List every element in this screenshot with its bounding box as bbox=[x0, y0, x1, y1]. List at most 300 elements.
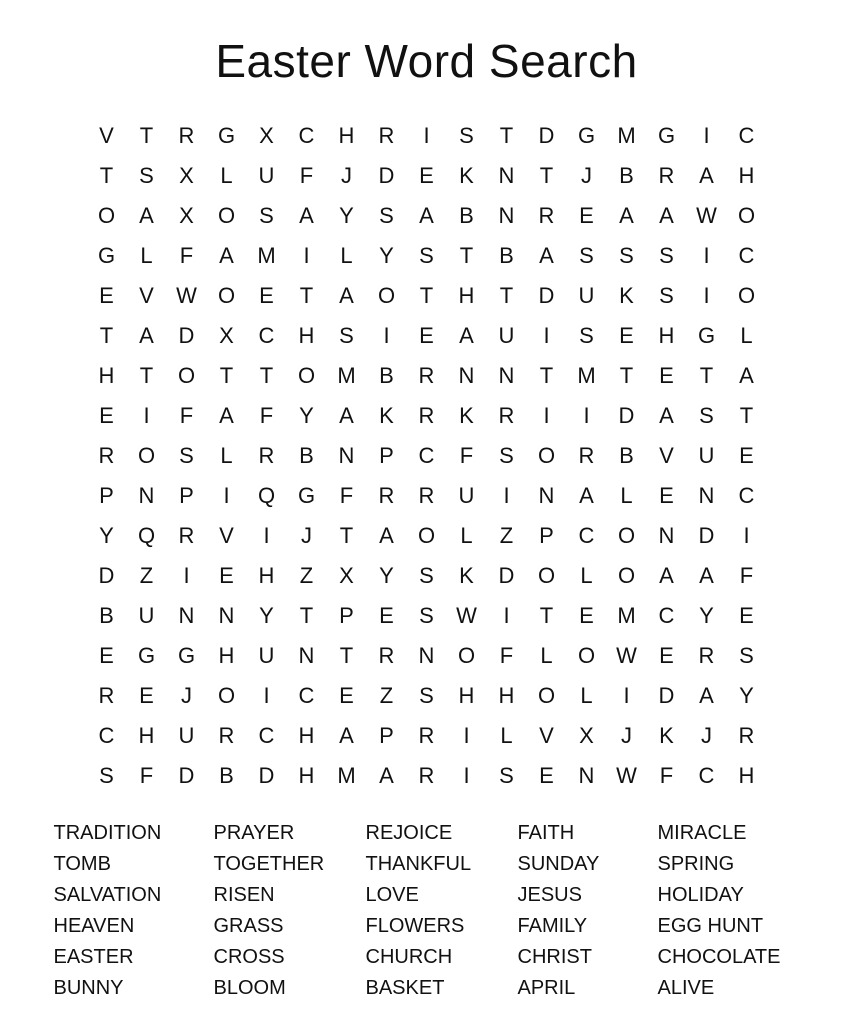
grid-cell[interactable]: R bbox=[418, 763, 435, 788]
grid-cell[interactable]: F bbox=[339, 483, 354, 508]
grid-cell[interactable]: T bbox=[339, 643, 354, 668]
grid-cell[interactable]: R bbox=[98, 443, 115, 468]
grid-cell[interactable]: I bbox=[703, 123, 710, 148]
grid-cell[interactable]: Y bbox=[379, 563, 394, 588]
grid-cell[interactable]: A bbox=[219, 403, 234, 428]
grid-cell[interactable]: G bbox=[177, 643, 196, 668]
grid-cell[interactable]: W bbox=[616, 643, 637, 668]
grid-cell[interactable]: I bbox=[303, 243, 310, 268]
grid-cell[interactable]: A bbox=[419, 203, 434, 228]
grid-cell[interactable]: W bbox=[456, 603, 477, 628]
word-list-item[interactable]: JESUS bbox=[517, 884, 582, 906]
grid-cell[interactable]: I bbox=[503, 483, 510, 508]
grid-cell[interactable]: C bbox=[698, 763, 715, 788]
grid-cell[interactable]: T bbox=[539, 603, 554, 628]
grid-cell[interactable]: S bbox=[499, 763, 514, 788]
grid-cell[interactable]: G bbox=[297, 483, 316, 508]
grid-cell[interactable]: D bbox=[698, 523, 715, 548]
grid-cell[interactable]: F bbox=[659, 763, 674, 788]
word-list-item[interactable]: THANKFUL bbox=[365, 853, 472, 875]
grid-cell[interactable]: S bbox=[579, 243, 594, 268]
grid-cell[interactable]: A bbox=[219, 243, 234, 268]
grid-cell[interactable]: S bbox=[139, 163, 154, 188]
word-list-item[interactable]: LOVE bbox=[365, 884, 419, 906]
grid-cell[interactable]: U bbox=[498, 323, 515, 348]
grid-cell[interactable]: N bbox=[218, 603, 235, 628]
grid-cell[interactable]: R bbox=[698, 643, 715, 668]
grid-cell[interactable]: H bbox=[738, 763, 755, 788]
grid-cell[interactable]: S bbox=[259, 203, 274, 228]
grid-cell[interactable]: R bbox=[258, 443, 275, 468]
grid-cell[interactable]: A bbox=[139, 203, 154, 228]
grid-cell[interactable]: J bbox=[621, 723, 632, 748]
grid-cell[interactable]: R bbox=[178, 123, 195, 148]
grid-cell[interactable]: D bbox=[538, 123, 555, 148]
grid-cell[interactable]: L bbox=[340, 243, 353, 268]
word-list-item[interactable]: EASTER bbox=[53, 946, 134, 968]
grid-cell[interactable]: Y bbox=[699, 603, 714, 628]
grid-cell[interactable]: O bbox=[137, 443, 156, 468]
grid-cell[interactable]: Z bbox=[379, 683, 394, 708]
grid-cell[interactable]: R bbox=[218, 723, 235, 748]
grid-cell[interactable]: M bbox=[617, 603, 636, 628]
grid-cell[interactable]: G bbox=[577, 123, 596, 148]
grid-cell[interactable]: D bbox=[258, 763, 275, 788]
word-list-item[interactable]: SUNDAY bbox=[517, 853, 600, 875]
grid-cell[interactable]: N bbox=[458, 363, 475, 388]
grid-cell[interactable]: A bbox=[539, 243, 554, 268]
word-list-item[interactable]: CHURCH bbox=[365, 946, 453, 968]
grid-cell[interactable]: B bbox=[299, 443, 314, 468]
grid-cell[interactable]: E bbox=[419, 163, 434, 188]
grid-cell[interactable]: T bbox=[299, 603, 314, 628]
grid-cell[interactable]: O bbox=[537, 443, 556, 468]
grid-cell[interactable]: R bbox=[378, 483, 395, 508]
grid-cell[interactable]: C bbox=[418, 443, 435, 468]
grid-cell[interactable]: P bbox=[379, 443, 394, 468]
grid-cell[interactable]: V bbox=[139, 283, 154, 308]
grid-cell[interactable]: X bbox=[179, 203, 194, 228]
grid-cell[interactable]: O bbox=[457, 643, 476, 668]
grid-cell[interactable]: I bbox=[743, 523, 750, 548]
word-list-item[interactable]: BLOOM bbox=[213, 977, 286, 999]
grid-cell[interactable]: T bbox=[259, 363, 274, 388]
grid-cell[interactable]: U bbox=[258, 643, 275, 668]
grid-cell[interactable]: H bbox=[458, 683, 475, 708]
grid-cell[interactable]: N bbox=[578, 763, 595, 788]
grid-cell[interactable]: K bbox=[379, 403, 394, 428]
grid-cell[interactable]: X bbox=[339, 563, 354, 588]
grid-cell[interactable]: X bbox=[579, 723, 594, 748]
grid-cell[interactable]: T bbox=[499, 283, 514, 308]
grid-cell[interactable]: T bbox=[219, 363, 234, 388]
grid-cell[interactable]: M bbox=[337, 763, 356, 788]
grid-cell[interactable]: S bbox=[339, 323, 354, 348]
grid-cell[interactable]: T bbox=[299, 283, 314, 308]
grid-cell[interactable]: N bbox=[138, 483, 155, 508]
grid-cell[interactable]: A bbox=[459, 323, 474, 348]
grid-cell[interactable]: I bbox=[263, 523, 270, 548]
grid-cell[interactable]: F bbox=[739, 563, 754, 588]
grid-cell[interactable]: R bbox=[178, 523, 195, 548]
word-list-item[interactable]: TRADITION bbox=[53, 822, 162, 844]
grid-cell[interactable]: D bbox=[98, 563, 115, 588]
word-list-item[interactable]: CHRIST bbox=[517, 946, 592, 968]
grid-cell[interactable]: H bbox=[298, 763, 315, 788]
grid-cell[interactable]: A bbox=[699, 163, 714, 188]
word-list-item[interactable]: SPRING bbox=[657, 853, 735, 875]
grid-cell[interactable]: H bbox=[258, 563, 275, 588]
grid-cell[interactable]: U bbox=[178, 723, 195, 748]
grid-cell[interactable]: V bbox=[99, 123, 114, 148]
grid-cell[interactable]: I bbox=[263, 683, 270, 708]
grid-cell[interactable]: F bbox=[499, 643, 514, 668]
grid-cell[interactable]: A bbox=[699, 683, 714, 708]
grid-cell[interactable]: N bbox=[498, 163, 515, 188]
grid-cell[interactable]: E bbox=[99, 283, 114, 308]
grid-cell[interactable]: E bbox=[739, 603, 754, 628]
grid-cell[interactable]: R bbox=[418, 483, 435, 508]
grid-cell[interactable]: D bbox=[178, 763, 195, 788]
grid-cell[interactable]: J bbox=[341, 163, 352, 188]
grid-cell[interactable]: S bbox=[659, 243, 674, 268]
grid-cell[interactable]: X bbox=[219, 323, 234, 348]
grid-cell[interactable]: G bbox=[217, 123, 236, 148]
grid-cell[interactable]: H bbox=[98, 363, 115, 388]
grid-cell[interactable]: C bbox=[298, 123, 315, 148]
grid-cell[interactable]: E bbox=[99, 643, 114, 668]
grid-cell[interactable]: T bbox=[339, 523, 354, 548]
grid-cell[interactable]: I bbox=[703, 283, 710, 308]
grid-cell[interactable]: D bbox=[178, 323, 195, 348]
grid-cell[interactable]: L bbox=[580, 683, 593, 708]
grid-cell[interactable]: G bbox=[97, 243, 116, 268]
grid-cell[interactable]: L bbox=[740, 323, 753, 348]
grid-cell[interactable]: M bbox=[337, 363, 356, 388]
grid-cell[interactable]: X bbox=[179, 163, 194, 188]
grid-cell[interactable]: I bbox=[623, 683, 630, 708]
grid-cell[interactable]: V bbox=[539, 723, 554, 748]
grid-cell[interactable]: S bbox=[379, 203, 394, 228]
grid-cell[interactable]: I bbox=[503, 603, 510, 628]
grid-cell[interactable]: A bbox=[379, 763, 394, 788]
grid-cell[interactable]: E bbox=[339, 683, 354, 708]
grid-cell[interactable]: O bbox=[217, 203, 236, 228]
grid-cell[interactable]: T bbox=[139, 123, 154, 148]
grid-cell[interactable]: T bbox=[459, 243, 474, 268]
grid-cell[interactable]: P bbox=[99, 483, 114, 508]
grid-cell[interactable]: I bbox=[383, 323, 390, 348]
grid-cell[interactable]: S bbox=[659, 283, 674, 308]
grid-cell[interactable]: J bbox=[581, 163, 592, 188]
grid-cell[interactable]: F bbox=[259, 403, 274, 428]
grid-cell[interactable]: R bbox=[498, 403, 515, 428]
grid-cell[interactable]: T bbox=[99, 163, 114, 188]
grid-cell[interactable]: M bbox=[577, 363, 596, 388]
grid-cell[interactable]: O bbox=[577, 643, 596, 668]
grid-cell[interactable]: I bbox=[223, 483, 230, 508]
word-list-item[interactable]: BASKET bbox=[365, 977, 445, 999]
grid-cell[interactable]: R bbox=[378, 643, 395, 668]
grid-cell[interactable]: N bbox=[498, 363, 515, 388]
grid-cell[interactable]: O bbox=[97, 203, 116, 228]
grid-cell[interactable]: S bbox=[419, 243, 434, 268]
word-list-item[interactable]: TOGETHER bbox=[213, 853, 325, 875]
word-list-item[interactable]: FAITH bbox=[517, 822, 575, 844]
grid-cell[interactable]: D bbox=[538, 283, 555, 308]
grid-cell[interactable]: O bbox=[617, 563, 636, 588]
grid-cell[interactable]: A bbox=[579, 483, 594, 508]
grid-cell[interactable]: X bbox=[259, 123, 274, 148]
grid-cell[interactable]: N bbox=[178, 603, 195, 628]
grid-cell[interactable]: S bbox=[419, 683, 434, 708]
word-list-item[interactable]: FLOWERS bbox=[365, 915, 465, 937]
grid-cell[interactable]: B bbox=[619, 163, 634, 188]
word-list-item[interactable]: CHOCOLATE bbox=[657, 946, 781, 968]
word-list-item[interactable]: HEAVEN bbox=[53, 915, 135, 937]
word-list-item[interactable]: TOMB bbox=[53, 853, 111, 875]
grid-cell[interactable]: T bbox=[619, 363, 634, 388]
grid-cell[interactable]: M bbox=[617, 123, 636, 148]
word-list-item[interactable]: RISEN bbox=[213, 884, 275, 906]
grid-cell[interactable]: S bbox=[419, 603, 434, 628]
grid-cell[interactable]: O bbox=[217, 683, 236, 708]
grid-cell[interactable]: I bbox=[183, 563, 190, 588]
grid-cell[interactable]: A bbox=[379, 523, 394, 548]
grid-cell[interactable]: C bbox=[738, 243, 755, 268]
grid-cell[interactable]: S bbox=[179, 443, 194, 468]
grid-cell[interactable]: B bbox=[619, 443, 634, 468]
grid-cell[interactable]: N bbox=[698, 483, 715, 508]
grid-cell[interactable]: Y bbox=[379, 243, 394, 268]
grid-cell[interactable]: H bbox=[498, 683, 515, 708]
grid-cell[interactable]: L bbox=[500, 723, 513, 748]
grid-cell[interactable]: N bbox=[418, 643, 435, 668]
grid-cell[interactable]: V bbox=[219, 523, 234, 548]
grid-cell[interactable]: R bbox=[418, 363, 435, 388]
grid-cell[interactable]: C bbox=[98, 723, 115, 748]
grid-cell[interactable]: U bbox=[698, 443, 715, 468]
grid-cell[interactable]: N bbox=[498, 203, 515, 228]
grid-cell[interactable]: D bbox=[378, 163, 395, 188]
grid-cell[interactable]: L bbox=[220, 163, 233, 188]
word-list-item[interactable]: PRAYER bbox=[213, 822, 295, 844]
grid-cell[interactable]: S bbox=[619, 243, 634, 268]
grid-cell[interactable]: C bbox=[738, 483, 755, 508]
grid-cell[interactable]: E bbox=[379, 603, 394, 628]
grid-cell[interactable]: K bbox=[619, 283, 634, 308]
grid-cell[interactable]: O bbox=[737, 283, 756, 308]
grid-cell[interactable]: Q bbox=[257, 483, 276, 508]
grid-cell[interactable]: C bbox=[578, 523, 595, 548]
grid-cell[interactable]: O bbox=[297, 363, 316, 388]
grid-cell[interactable]: L bbox=[580, 563, 593, 588]
grid-cell[interactable]: Z bbox=[139, 563, 154, 588]
word-list-item[interactable]: FAMILY bbox=[517, 915, 588, 937]
grid-cell[interactable]: M bbox=[257, 243, 276, 268]
grid-cell[interactable]: E bbox=[259, 283, 274, 308]
grid-cell[interactable]: E bbox=[659, 483, 674, 508]
grid-cell[interactable]: W bbox=[616, 763, 637, 788]
grid-cell[interactable]: K bbox=[459, 563, 474, 588]
grid-cell[interactable]: C bbox=[258, 323, 275, 348]
grid-cell[interactable]: N bbox=[658, 523, 675, 548]
grid-cell[interactable]: T bbox=[539, 363, 554, 388]
grid-cell[interactable]: I bbox=[543, 323, 550, 348]
grid-cell[interactable]: E bbox=[739, 443, 754, 468]
grid-cell[interactable]: H bbox=[298, 323, 315, 348]
grid-cell[interactable]: G bbox=[137, 643, 156, 668]
word-list-item[interactable]: EGG HUNT bbox=[657, 915, 764, 937]
grid-cell[interactable]: T bbox=[499, 123, 514, 148]
grid-cell[interactable]: L bbox=[140, 243, 153, 268]
grid-cell[interactable]: B bbox=[459, 203, 474, 228]
grid-cell[interactable]: G bbox=[697, 323, 716, 348]
grid-cell[interactable]: A bbox=[659, 203, 674, 228]
grid-cell[interactable]: Z bbox=[499, 523, 514, 548]
grid-cell[interactable]: A bbox=[619, 203, 634, 228]
grid-cell[interactable]: E bbox=[99, 403, 114, 428]
grid-cell[interactable]: E bbox=[619, 323, 634, 348]
grid-cell[interactable]: Y bbox=[339, 203, 354, 228]
grid-cell[interactable]: E bbox=[659, 643, 674, 668]
grid-cell[interactable]: E bbox=[579, 203, 594, 228]
grid-cell[interactable]: R bbox=[578, 443, 595, 468]
grid-cell[interactable]: K bbox=[659, 723, 674, 748]
grid-cell[interactable]: C bbox=[738, 123, 755, 148]
grid-cell[interactable]: N bbox=[338, 443, 355, 468]
grid-cell[interactable]: U bbox=[258, 163, 275, 188]
grid-cell[interactable]: P bbox=[539, 523, 554, 548]
word-list-item[interactable]: ALIVE bbox=[657, 977, 715, 999]
grid-cell[interactable]: A bbox=[139, 323, 154, 348]
grid-cell[interactable]: B bbox=[99, 603, 114, 628]
grid-cell[interactable]: R bbox=[418, 723, 435, 748]
grid-cell[interactable]: I bbox=[583, 403, 590, 428]
grid-cell[interactable]: H bbox=[338, 123, 355, 148]
grid-cell[interactable]: W bbox=[176, 283, 197, 308]
grid-cell[interactable]: R bbox=[98, 683, 115, 708]
grid-cell[interactable]: R bbox=[658, 163, 675, 188]
grid-cell[interactable]: A bbox=[659, 563, 674, 588]
grid-cell[interactable]: B bbox=[379, 363, 394, 388]
grid-cell[interactable]: L bbox=[540, 643, 553, 668]
grid-cell[interactable]: Y bbox=[299, 403, 314, 428]
word-list-item[interactable]: CROSS bbox=[213, 946, 285, 968]
grid-cell[interactable]: O bbox=[377, 283, 396, 308]
grid-cell[interactable]: F bbox=[179, 243, 194, 268]
word-list-item[interactable]: REJOICE bbox=[365, 822, 453, 844]
grid-cell[interactable]: H bbox=[738, 163, 755, 188]
grid-cell[interactable]: E bbox=[579, 603, 594, 628]
grid-cell[interactable]: T bbox=[99, 323, 114, 348]
grid-cell[interactable]: A bbox=[739, 363, 754, 388]
grid-cell[interactable]: F bbox=[299, 163, 314, 188]
grid-cell[interactable]: F bbox=[179, 403, 194, 428]
grid-cell[interactable]: N bbox=[298, 643, 315, 668]
grid-cell[interactable]: O bbox=[537, 563, 556, 588]
grid-cell[interactable]: K bbox=[459, 163, 474, 188]
grid-cell[interactable]: P bbox=[339, 603, 354, 628]
grid-cell[interactable]: H bbox=[218, 643, 235, 668]
grid-cell[interactable]: S bbox=[579, 323, 594, 348]
grid-cell[interactable]: C bbox=[298, 683, 315, 708]
grid-cell[interactable]: J bbox=[301, 523, 312, 548]
grid-cell[interactable]: L bbox=[460, 523, 473, 548]
grid-cell[interactable]: D bbox=[618, 403, 635, 428]
grid-cell[interactable]: R bbox=[378, 123, 395, 148]
word-list-item[interactable]: HOLIDAY bbox=[657, 884, 744, 906]
grid-cell[interactable]: E bbox=[539, 763, 554, 788]
grid-cell[interactable]: O bbox=[217, 283, 236, 308]
grid-cell[interactable]: J bbox=[701, 723, 712, 748]
grid-cell[interactable]: R bbox=[418, 403, 435, 428]
grid-cell[interactable]: E bbox=[219, 563, 234, 588]
grid-cell[interactable]: G bbox=[657, 123, 676, 148]
grid-cell[interactable]: D bbox=[658, 683, 675, 708]
grid-cell[interactable]: I bbox=[463, 723, 470, 748]
grid-cell[interactable]: H bbox=[458, 283, 475, 308]
grid-cell[interactable]: O bbox=[537, 683, 556, 708]
word-list-item[interactable]: GRASS bbox=[213, 915, 284, 937]
grid-cell[interactable]: I bbox=[543, 403, 550, 428]
grid-cell[interactable]: Z bbox=[299, 563, 314, 588]
word-list-item[interactable]: MIRACLE bbox=[657, 822, 747, 844]
grid-cell[interactable]: J bbox=[181, 683, 192, 708]
grid-cell[interactable]: E bbox=[139, 683, 154, 708]
grid-cell[interactable]: A bbox=[299, 203, 314, 228]
grid-cell[interactable]: L bbox=[620, 483, 633, 508]
grid-cell[interactable]: H bbox=[298, 723, 315, 748]
grid-cell[interactable]: Y bbox=[259, 603, 274, 628]
grid-cell[interactable]: I bbox=[463, 763, 470, 788]
grid-cell[interactable]: H bbox=[138, 723, 155, 748]
grid-cell[interactable]: S bbox=[499, 443, 514, 468]
grid-cell[interactable]: T bbox=[699, 363, 714, 388]
grid-cell[interactable]: Y bbox=[739, 683, 754, 708]
grid-cell[interactable]: Y bbox=[99, 523, 114, 548]
grid-cell[interactable]: R bbox=[738, 723, 755, 748]
grid-cell[interactable]: A bbox=[339, 283, 354, 308]
word-list-item[interactable]: BUNNY bbox=[53, 977, 124, 999]
grid-cell[interactable]: E bbox=[419, 323, 434, 348]
grid-cell[interactable]: T bbox=[739, 403, 754, 428]
grid-cell[interactable]: K bbox=[459, 403, 474, 428]
grid-cell[interactable]: T bbox=[419, 283, 434, 308]
grid-cell[interactable]: A bbox=[659, 403, 674, 428]
grid-cell[interactable]: I bbox=[143, 403, 150, 428]
word-list-item[interactable]: SALVATION bbox=[53, 884, 162, 906]
grid-cell[interactable]: A bbox=[339, 723, 354, 748]
grid-cell[interactable]: U bbox=[138, 603, 155, 628]
grid-cell[interactable]: O bbox=[617, 523, 636, 548]
grid-cell[interactable]: A bbox=[699, 563, 714, 588]
grid-cell[interactable]: P bbox=[179, 483, 194, 508]
grid-cell[interactable]: C bbox=[258, 723, 275, 748]
grid-cell[interactable]: B bbox=[219, 763, 234, 788]
grid-cell[interactable]: L bbox=[220, 443, 233, 468]
grid-cell[interactable]: S bbox=[739, 643, 754, 668]
grid-cell[interactable]: D bbox=[498, 563, 515, 588]
grid-cell[interactable]: T bbox=[139, 363, 154, 388]
grid-cell[interactable]: O bbox=[177, 363, 196, 388]
grid-cell[interactable]: Q bbox=[137, 523, 156, 548]
grid-cell[interactable]: S bbox=[419, 563, 434, 588]
grid-cell[interactable]: S bbox=[99, 763, 114, 788]
grid-cell[interactable]: U bbox=[458, 483, 475, 508]
grid-cell[interactable]: T bbox=[539, 163, 554, 188]
grid-cell[interactable]: I bbox=[703, 243, 710, 268]
